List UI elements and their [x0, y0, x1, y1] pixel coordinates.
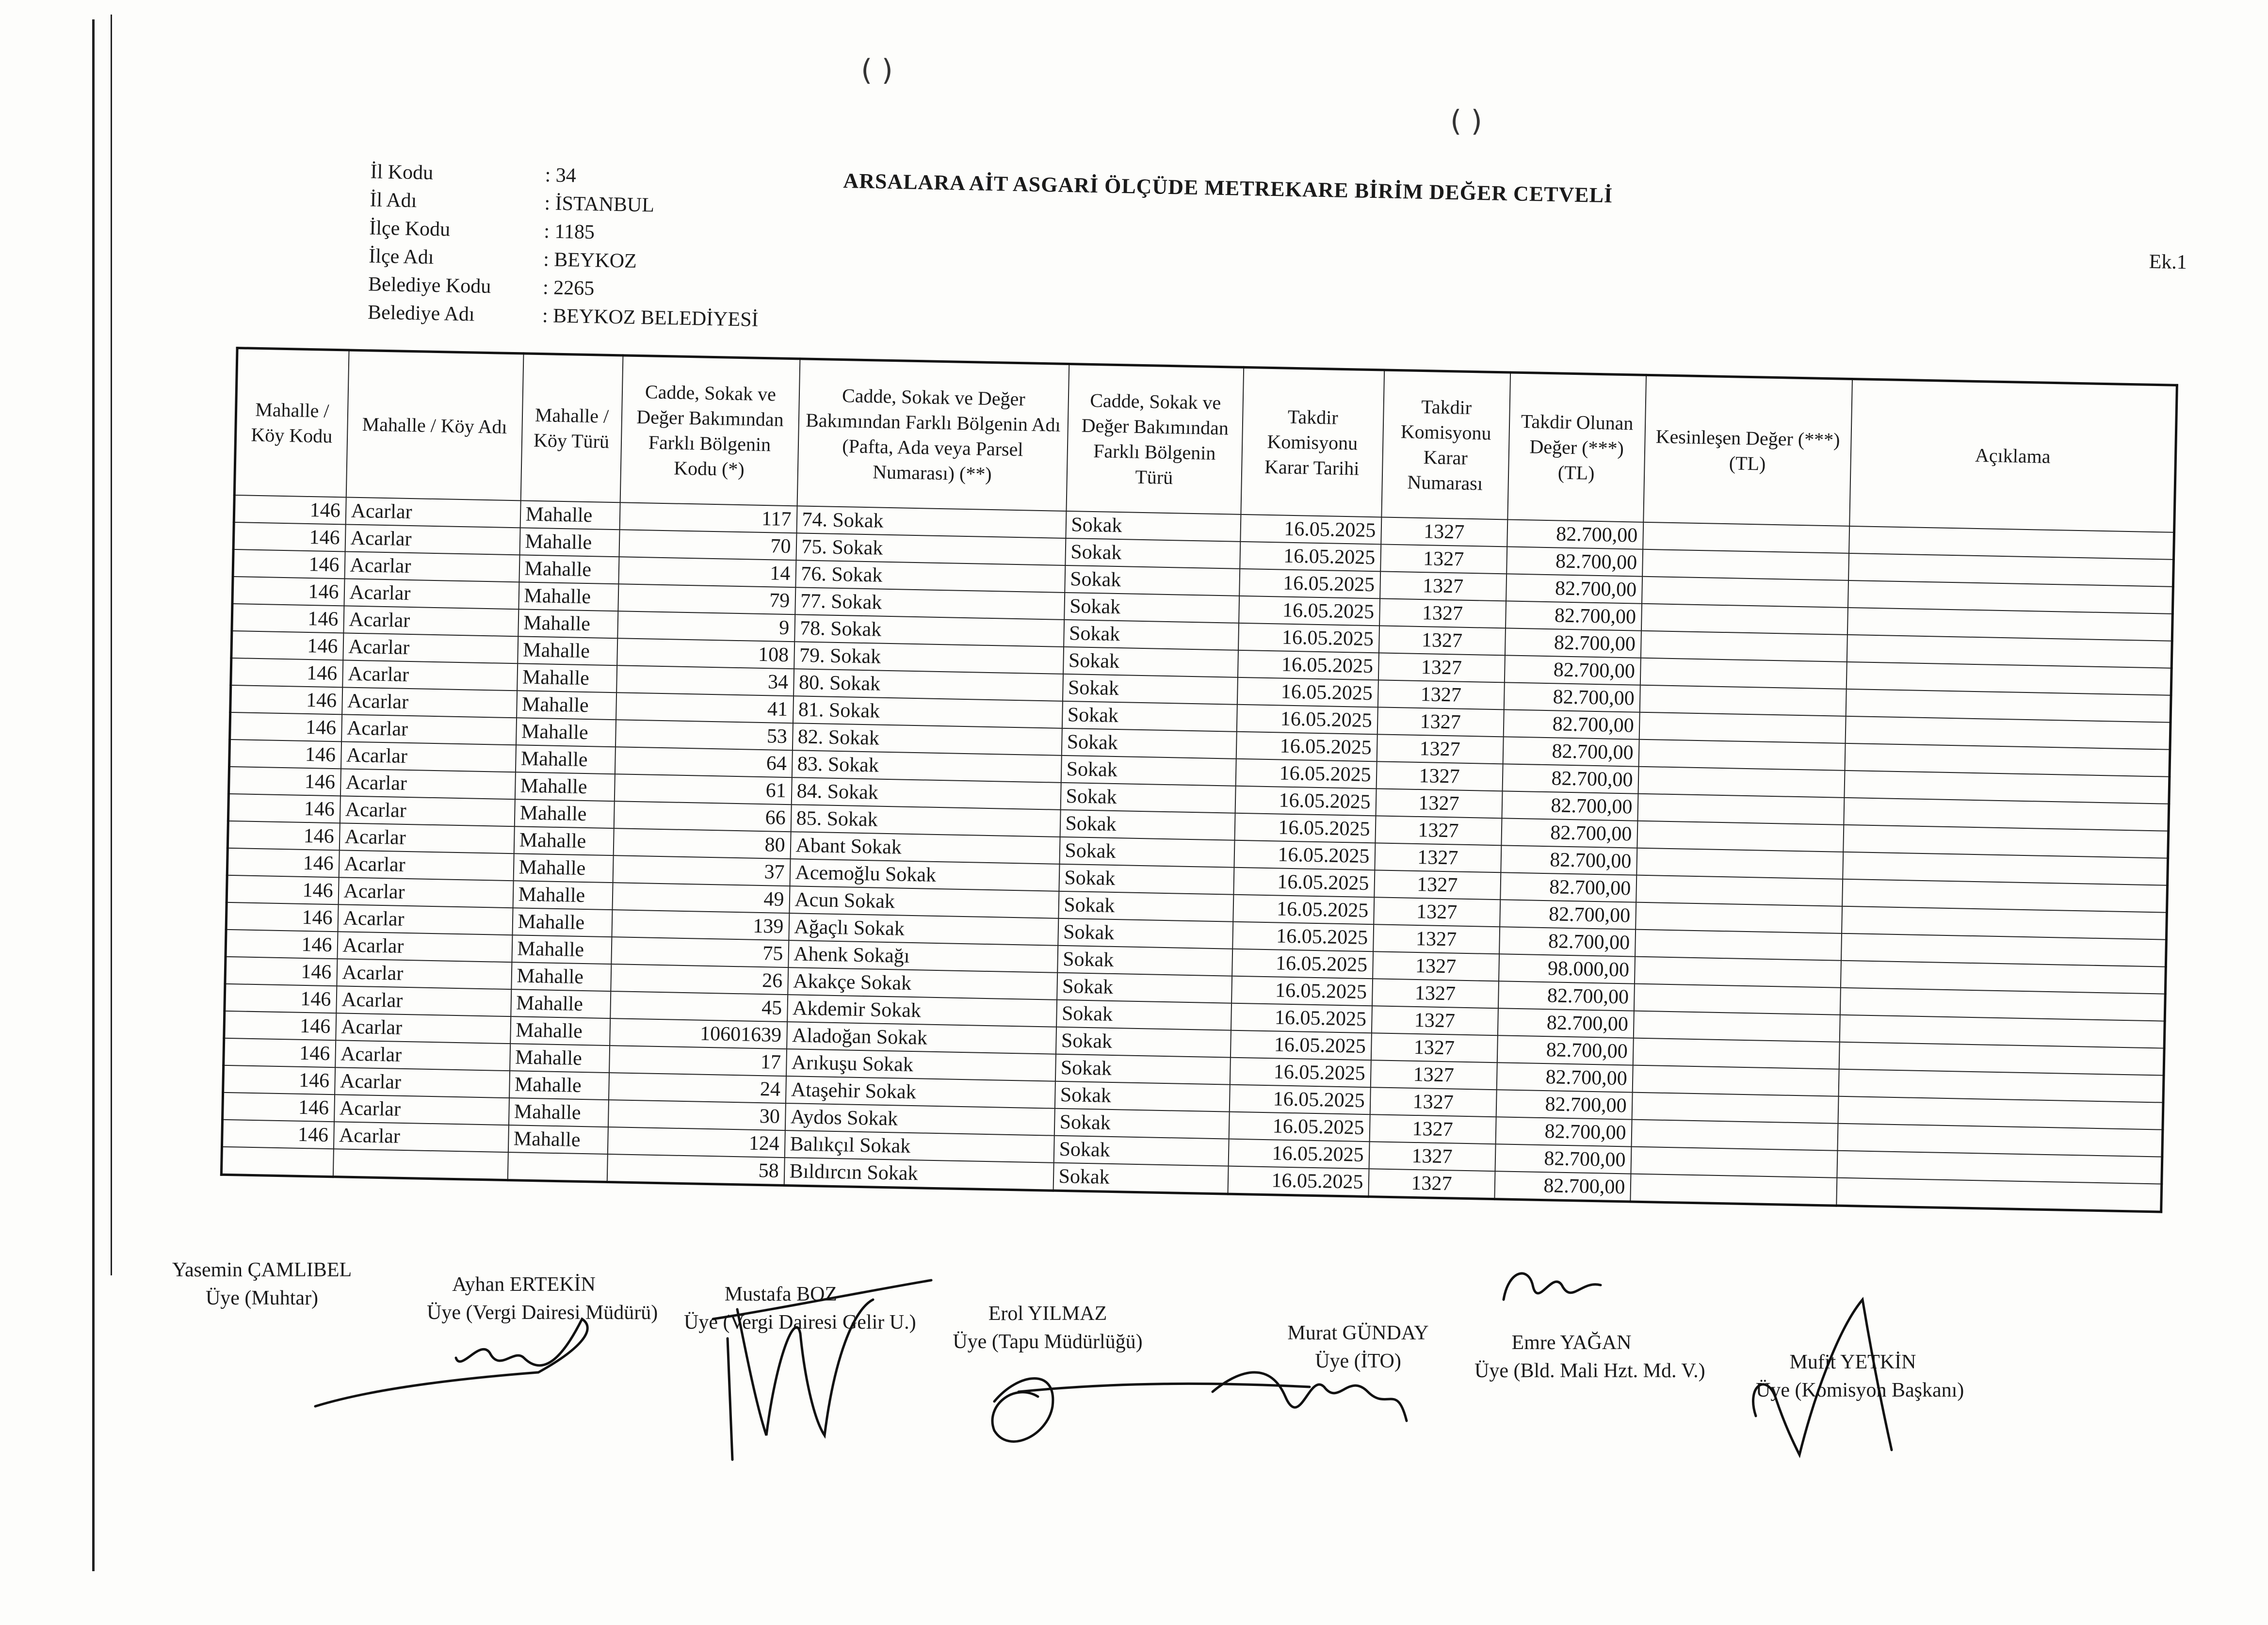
table-cell: Mahalle	[509, 1071, 609, 1100]
column-header: Takdir Komisyonu Karar Tarihi	[1241, 367, 1384, 517]
table-cell: 146	[227, 821, 340, 850]
info-label: İl Adı	[370, 189, 417, 212]
table-cell: 82.700,00	[1507, 547, 1643, 576]
table-cell: Aladoğan Sokak	[787, 1022, 1056, 1054]
signatory-role: Üye (İTO)	[1315, 1350, 1401, 1372]
table-cell: Mahalle	[518, 582, 618, 611]
table-cell: 1327	[1377, 734, 1503, 764]
table-cell: 17	[609, 1046, 787, 1076]
table-cell: 1327	[1372, 979, 1498, 1008]
table-cell: 1327	[1375, 816, 1502, 845]
table-cell: 82.700,00	[1495, 1144, 1631, 1174]
table-cell: 79	[618, 584, 795, 614]
table-cell: Mahalle	[516, 718, 616, 747]
table-cell: 82.700,00	[1505, 601, 1641, 630]
table-cell: 1327	[1378, 653, 1505, 682]
table-cell: Mahalle	[519, 555, 619, 584]
table-cell: Mahalle	[517, 663, 617, 692]
table-cell: Ahenk Sokağı	[788, 940, 1058, 973]
table-cell: 16.05.2025	[1233, 868, 1375, 898]
table-cell: 139	[612, 910, 789, 940]
table-cell: Acarlar	[344, 579, 519, 609]
table-cell: Sokak	[1065, 565, 1240, 596]
table-cell: Mahalle	[519, 528, 619, 557]
table-cell: 146	[226, 930, 338, 959]
signatory-name: Erol YILMAZ	[988, 1303, 1107, 1325]
table-cell: Mahalle	[512, 908, 612, 937]
table-cell: 16.05.2025	[1236, 705, 1377, 735]
info-label: İl Kodu	[370, 161, 434, 184]
table-cell: 16.05.2025	[1235, 759, 1377, 789]
table-cell: 10601639	[610, 1018, 787, 1049]
table-cell: Sokak	[1061, 728, 1236, 759]
table-cell: 16.05.2025	[1230, 1058, 1371, 1088]
table-cell: Sokak	[1061, 756, 1236, 786]
table-cell: Acarlar	[335, 1040, 510, 1071]
table-cell: 16.05.2025	[1237, 650, 1378, 680]
table-cell: Sokak	[1053, 1136, 1229, 1166]
column-header: Takdir Olunan Değer (***) (TL)	[1507, 372, 1646, 522]
table-cell: Ataşehir Sokak	[785, 1076, 1055, 1109]
table-cell: Acarlar	[335, 1067, 510, 1098]
table-cell: 1327	[1374, 870, 1501, 900]
table-cell: Sokak	[1059, 837, 1234, 868]
table-cell: 82.700,00	[1500, 900, 1636, 929]
table-cell: 16.05.2025	[1232, 922, 1374, 952]
table-cell: Sokak	[1055, 1054, 1230, 1085]
column-header: Cadde, Sokak ve Değer Bakımından Farklı Bölgenin Adı (Pafta, Ada veya Parsel Numarası) (**)	[797, 359, 1069, 511]
table-cell: Mahalle	[513, 853, 613, 883]
table-cell: 45	[610, 991, 788, 1022]
table-cell: Sokak	[1064, 620, 1239, 650]
info-value: : 2265	[542, 276, 595, 300]
hole-punch-mark: ( )	[861, 53, 893, 87]
table-cell: Akakçe Sokak	[788, 967, 1057, 1000]
table-cell: Akdemir Sokak	[787, 995, 1057, 1027]
table-cell: 34	[616, 665, 794, 696]
info-value: : 34	[545, 164, 577, 187]
table-cell: Mahalle	[515, 745, 615, 774]
table-cell: 82.700,00	[1496, 1090, 1632, 1119]
table-cell: 16.05.2025	[1238, 623, 1379, 653]
table-cell: Mahalle	[518, 636, 617, 665]
table-cell: 146	[228, 794, 340, 823]
table-cell: 16.05.2025	[1240, 542, 1381, 572]
table-cell: Acarlar	[345, 524, 520, 555]
table-cell: 82.700,00	[1497, 1035, 1633, 1065]
table-cell: 1327	[1373, 951, 1499, 981]
table-cell: Acarlar	[333, 1122, 508, 1152]
table-cell: Sokak	[1066, 511, 1241, 542]
table-cell: 1327	[1380, 571, 1507, 601]
table-cell: Abant Sokak	[790, 832, 1060, 864]
table-cell: 82.700,00	[1505, 628, 1641, 658]
table-cell: Arıkuşu Sokak	[786, 1049, 1055, 1081]
table-cell: Sokak	[1062, 674, 1237, 705]
table-cell: 75. Sokak	[796, 533, 1066, 565]
table-cell: Mahalle	[510, 1044, 610, 1073]
signatory-name: Yasemin ÇAMLIBEL	[172, 1259, 352, 1281]
table-cell: Acarlar	[342, 687, 517, 718]
table-cell: Acarlar	[343, 606, 518, 636]
table-cell: 82.700,00	[1497, 1008, 1634, 1038]
table-cell: 1327	[1373, 924, 1500, 954]
table-cell: Sokak	[1059, 864, 1234, 895]
table-cell: Sokak	[1057, 973, 1232, 1003]
info-value: : BEYKOZ	[543, 248, 637, 273]
column-header: Mahalle / Köy Adı	[346, 350, 523, 500]
table-cell: Mahalle	[513, 881, 613, 910]
table-cell: Mahalle	[520, 500, 620, 530]
table-cell: 82.700,00	[1502, 764, 1638, 793]
table-cell: Sokak	[1063, 647, 1238, 677]
table-cell: 146	[232, 604, 344, 633]
table-cell: 82.700,00	[1506, 574, 1642, 603]
table-cell: 16.05.2025	[1233, 895, 1374, 925]
table-cell: 1327	[1374, 897, 1500, 927]
table-cell: 117	[619, 502, 797, 533]
hole-punch-mark: ( )	[1450, 104, 1482, 138]
table-cell: 79. Sokak	[794, 642, 1064, 674]
table-cell: 82.700,00	[1500, 872, 1636, 902]
signatory-name: Mustafa BOZ	[724, 1283, 838, 1305]
table-cell: 64	[615, 747, 792, 777]
info-value: : BEYKOZ BELEDİYESİ	[542, 305, 759, 331]
table-cell: 146	[227, 875, 339, 904]
table-cell: Sokak	[1062, 701, 1237, 732]
table-cell: Sokak	[1056, 1000, 1231, 1030]
table-cell: Sokak	[1060, 783, 1235, 813]
document-title: ARSALARA AİT ASGARİ ÖLÇÜDE METREKARE BİRİM DEĞER CETVELİ	[842, 168, 1613, 208]
table-cell: Acarlar	[341, 714, 517, 745]
table-cell: Acarlar	[343, 633, 518, 663]
info-label: İlçe Kodu	[369, 217, 451, 241]
table-cell: 1327	[1370, 1087, 1496, 1117]
table-cell: 1327	[1377, 707, 1504, 737]
table-cell: Acun Sokak	[789, 886, 1059, 918]
table-cell: 80	[613, 828, 791, 859]
table-cell: Mahalle	[517, 691, 616, 720]
table-cell: 24	[608, 1073, 786, 1103]
table-cell: Mahalle	[512, 935, 612, 964]
table-cell: Sokak	[1064, 593, 1239, 623]
table-cell: Sokak	[1054, 1109, 1229, 1139]
table-cell: 53	[615, 720, 793, 750]
table-cell: 146	[234, 495, 346, 524]
table-cell: Sokak	[1057, 946, 1232, 976]
table-cell: 16.05.2025	[1229, 1112, 1370, 1142]
table-cell: 146	[231, 658, 343, 687]
table-cell: 1327	[1381, 517, 1507, 547]
signatory-role: Üye (Vergi Dairesi Müdürü)	[427, 1302, 658, 1324]
table-cell: 16.05.2025	[1236, 732, 1377, 762]
table-cell: 146	[224, 1011, 336, 1040]
table-cell: 1327	[1371, 1033, 1497, 1062]
info-label: İlçe Adı	[368, 245, 434, 269]
table-cell: 1327	[1376, 788, 1502, 818]
table-cell: 16.05.2025	[1232, 949, 1373, 979]
table-cell: Sokak	[1058, 891, 1233, 922]
table-cell: 85. Sokak	[791, 804, 1060, 837]
table-cell: Acarlar	[345, 497, 520, 528]
table-cell: 82.700,00	[1501, 818, 1637, 848]
table-cell: Acarlar	[336, 1013, 511, 1044]
table-cell: Acarlar	[336, 986, 511, 1016]
table-cell: 82.700,00	[1494, 1171, 1631, 1202]
table-cell: Acarlar	[342, 660, 518, 691]
table-cell: 1327	[1380, 544, 1507, 574]
table-cell: 70	[619, 530, 796, 560]
table-cell: 16.05.2025	[1231, 1003, 1372, 1033]
table-cell: 82.700,00	[1503, 737, 1639, 766]
table-cell: Acarlar	[334, 1094, 509, 1125]
table-cell: 16.05.2025	[1228, 1166, 1369, 1197]
table-cell: Acemoğlu Sokak	[790, 859, 1059, 891]
table-cell: Mahalle	[518, 609, 618, 638]
table-cell: 1327	[1379, 598, 1506, 628]
table-cell: 1327	[1375, 843, 1501, 872]
column-header: Cadde, Sokak ve Değer Bakımından Farklı Bölgenin Kodu (*)	[620, 355, 800, 506]
column-header: Kesinleşen Değer (***) (TL)	[1643, 375, 1852, 526]
info-value: : 1185	[543, 220, 595, 244]
annex-label: Ek.1	[2149, 250, 2187, 274]
table-cell: 146	[231, 631, 343, 660]
table-cell: Mahalle	[514, 826, 614, 855]
table-cell: Mahalle	[508, 1125, 608, 1154]
table-cell: 82.700,00	[1496, 1062, 1633, 1092]
table-cell: 66	[614, 801, 791, 832]
table-cell: Sokak	[1058, 918, 1233, 949]
table-cell: Acarlar	[340, 741, 516, 772]
table-cell: 82.700,00	[1502, 791, 1638, 821]
table-cell: 76. Sokak	[795, 560, 1065, 593]
table-cell: 82.700,00	[1495, 1117, 1632, 1146]
table-cell: 146	[226, 902, 338, 932]
table-cell: Ağaçlı Sokak	[789, 913, 1058, 946]
table-cell: 146	[228, 767, 340, 796]
table-cell: 75	[611, 937, 789, 967]
table-cell: 74. Sokak	[796, 506, 1066, 538]
table-cell: 16.05.2025	[1239, 569, 1380, 599]
table-cell: 78. Sokak	[794, 614, 1064, 647]
column-header: Mahalle / Köy Türü	[520, 354, 623, 502]
table-cell: Acarlar	[340, 796, 515, 826]
table-cell: Acarlar	[337, 932, 512, 962]
table-cell: 124	[607, 1127, 785, 1158]
table-cell: 26	[611, 964, 788, 995]
table-cell: 16.05.2025	[1240, 515, 1381, 545]
signatory-role: Üye (Komisyon Başkanı)	[1756, 1379, 1964, 1401]
table-cell: 16.05.2025	[1234, 840, 1375, 870]
table-cell: Sokak	[1060, 810, 1235, 840]
table-cell: 1327	[1378, 626, 1505, 655]
column-header: Mahalle / Köy Kodu	[234, 348, 349, 498]
table-cell: 58	[607, 1154, 784, 1185]
table-cell: 16.05.2025	[1234, 813, 1376, 843]
table-cell: 80. Sokak	[794, 669, 1063, 701]
signatory-role: Üye (Vergi Dairesi Gelir U.)	[684, 1311, 916, 1334]
table-cell: 146	[223, 1065, 335, 1094]
table-cell: 146	[230, 712, 342, 741]
table-cell: Acarlar	[339, 850, 514, 881]
table-cell: Acarlar	[344, 551, 519, 582]
table-cell: Mahalle	[510, 1016, 610, 1046]
signatory-name: Ayhan ERTEKİN	[452, 1273, 596, 1296]
table-cell: 146	[232, 577, 344, 606]
signatory-name: Emre YAĞAN	[1511, 1332, 1632, 1354]
table-cell: 16.05.2025	[1229, 1085, 1370, 1115]
table-cell: 16.05.2025	[1237, 677, 1378, 708]
table-cell: 84. Sokak	[791, 777, 1061, 810]
table-cell: Sokak	[1055, 1027, 1231, 1058]
table-cell: 61	[614, 774, 792, 804]
table-cell: 1327	[1377, 680, 1504, 709]
table-cell: 82.700,00	[1507, 519, 1643, 549]
column-header: Takdir Komisyonu Karar Numarası	[1381, 370, 1510, 519]
table-cell: 1327	[1369, 1142, 1495, 1171]
table-cell: 41	[616, 692, 794, 723]
table-cell: 146	[230, 685, 342, 714]
table-cell: 1327	[1371, 1006, 1498, 1035]
table-cell: 16.05.2025	[1235, 786, 1376, 816]
table-cell: 146	[223, 1093, 335, 1122]
table-cell: 146	[224, 1038, 336, 1067]
table-cell: Sokak	[1065, 538, 1240, 569]
table-cell: Sokak	[1054, 1081, 1230, 1112]
table-cell: 82.700,00	[1504, 682, 1640, 712]
table-cell: 16.05.2025	[1230, 1030, 1371, 1061]
table-cell: 14	[618, 557, 796, 587]
table-cell: 146	[233, 522, 345, 551]
table-cell: 1327	[1369, 1114, 1496, 1144]
table-cell: Aydos Sokak	[785, 1103, 1054, 1136]
table-cell: 82. Sokak	[792, 723, 1062, 756]
table-cell: 146	[229, 740, 341, 769]
table-cell: Mahalle	[514, 799, 614, 828]
table-cell: 77. Sokak	[795, 587, 1065, 620]
signatory-role: Üye (Tapu Müdürlüğü)	[953, 1331, 1143, 1353]
info-value: : İSTANBUL	[544, 192, 655, 217]
table-cell: Acarlar	[337, 959, 512, 989]
table-cell: 37	[613, 855, 790, 886]
table-cell: Bıldırcın Sokak	[784, 1158, 1053, 1191]
table-cell: 82.700,00	[1501, 845, 1637, 875]
table-cell: 82.700,00	[1498, 981, 1634, 1011]
table-cell: 30	[608, 1100, 785, 1130]
table-cell: 16.05.2025	[1231, 976, 1373, 1006]
table-cell: 83. Sokak	[792, 750, 1061, 783]
table-cell: 81. Sokak	[793, 696, 1062, 728]
table-cell: 82.700,00	[1499, 927, 1636, 956]
signatory-name: Mufit YETKİN	[1789, 1351, 1916, 1373]
table-cell: 1327	[1368, 1169, 1495, 1199]
table-cell: Mahalle	[511, 962, 611, 991]
table-cell: 9	[617, 611, 795, 642]
table-cell: 16.05.2025	[1228, 1139, 1369, 1169]
signatory-role: Üye (Bld. Mali Hzt. Md. V.)	[1474, 1360, 1705, 1382]
table-cell: Sokak	[1053, 1163, 1228, 1194]
table-cell: 146	[225, 984, 337, 1013]
table-cell: 1327	[1370, 1060, 1497, 1090]
table-cell: 146	[227, 848, 339, 877]
signatory-role: Üye (Muhtar)	[205, 1287, 319, 1309]
table-cell: Acarlar	[338, 877, 513, 908]
info-label: Belediye Adı	[367, 301, 475, 326]
signatory-name: Murat GÜNDAY	[1287, 1322, 1429, 1344]
table-cell: 98.000,00	[1499, 954, 1635, 983]
table-cell: Acarlar	[338, 904, 513, 935]
table-cell: 1327	[1376, 761, 1503, 791]
table-cell: 16.05.2025	[1239, 596, 1380, 626]
table-cell: Mahalle	[508, 1098, 608, 1127]
table-cell: 146	[233, 549, 345, 579]
table-cell: 82.700,00	[1503, 709, 1639, 739]
table-cell: 49	[612, 883, 790, 913]
column-header: Cadde, Sokak ve Değer Bakımından Farklı Bölgenin Türü	[1066, 364, 1244, 514]
column-header: Açıklama	[1849, 379, 2177, 532]
table-cell: Mahalle	[511, 989, 611, 1018]
table-cell: Mahalle	[515, 772, 615, 801]
table-cell: 108	[617, 638, 794, 669]
table-cell: Acarlar	[339, 823, 514, 853]
table-cell: Balıkçıl Sokak	[784, 1130, 1054, 1163]
table-cell: Acarlar	[340, 769, 515, 799]
info-label: Belediye Kodu	[368, 273, 491, 298]
table-cell: 146	[225, 957, 337, 986]
table-cell: 82.700,00	[1504, 655, 1640, 685]
table-cell: 146	[222, 1120, 334, 1149]
